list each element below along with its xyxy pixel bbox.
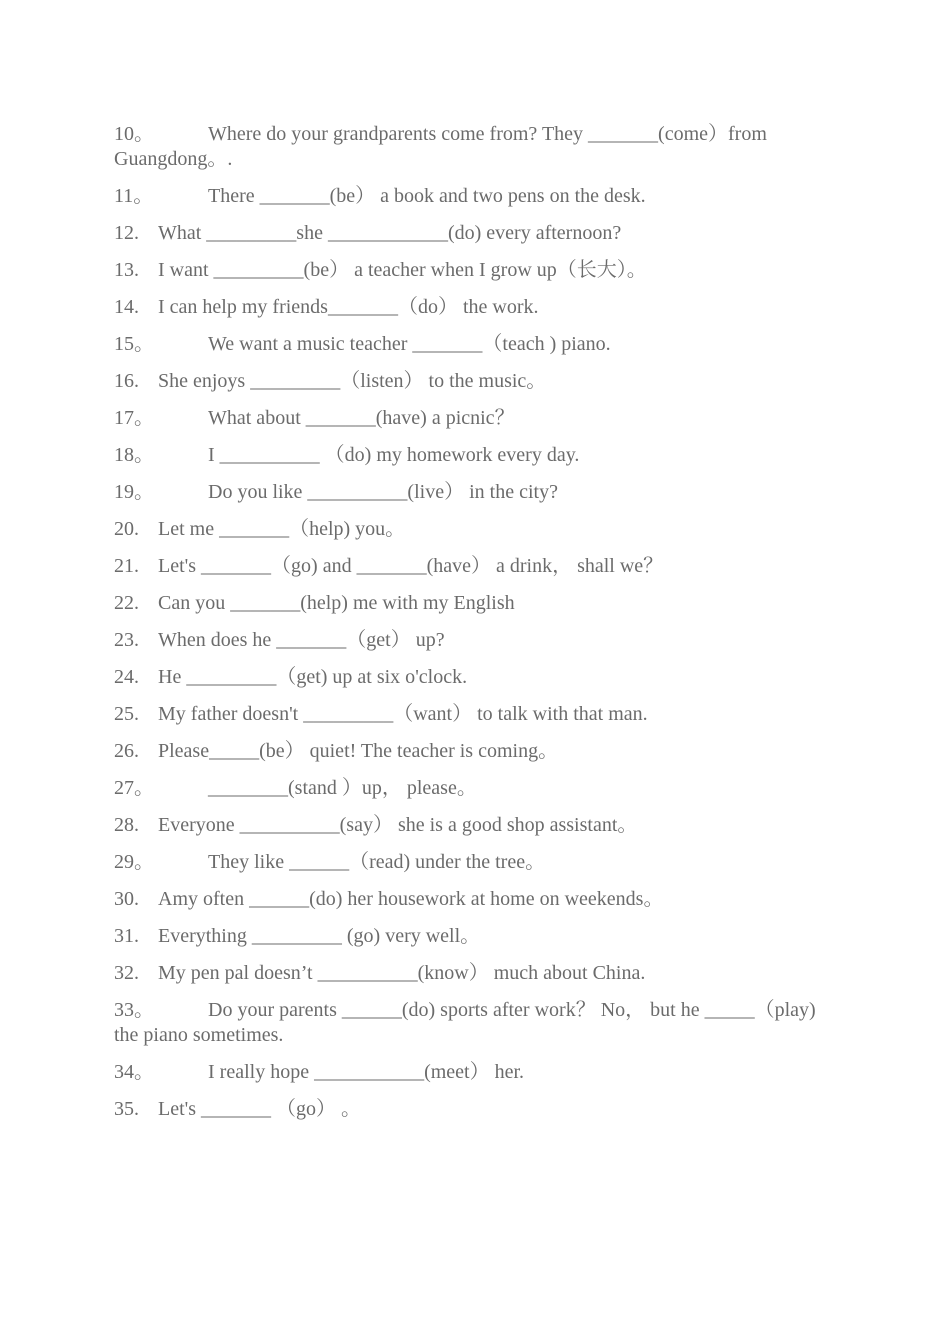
- question-number: 27。: [114, 777, 154, 799]
- question-item: [114, 406, 834, 431]
- question-number: 28.: [114, 814, 139, 836]
- question-text: She enjoys _________（listen） to the music。: [158, 370, 547, 392]
- question-item: [114, 628, 834, 653]
- question-text: Do your parents ______(do) sports after work？ No， but he _____（play) the piano sometimes.: [114, 999, 816, 1046]
- question-item: [114, 554, 834, 579]
- question-text: There _______(be） a book and two pens on the desk.: [208, 185, 646, 207]
- question-text: Let's _______（go) and _______(have） a drink， shall we？: [158, 555, 664, 577]
- question-number: 25.: [114, 703, 139, 725]
- question-item: [114, 924, 834, 949]
- question-item: [114, 1060, 834, 1085]
- question-number: 30.: [114, 888, 139, 910]
- question-item: [114, 702, 834, 727]
- question-number: 31.: [114, 925, 139, 947]
- question-item: [114, 887, 834, 912]
- question-item: [114, 665, 834, 690]
- question-text: Everything _________ (go) very well。: [158, 925, 481, 947]
- question-text: Let's _______ （go） 。: [158, 1098, 362, 1120]
- question-number: 14.: [114, 296, 139, 318]
- question-item: [114, 961, 834, 986]
- question-text: My pen pal doesn’t __________(know） much about China.: [158, 962, 646, 984]
- question-number: 33。: [114, 999, 154, 1021]
- question-number: 18。: [114, 444, 154, 466]
- question-item: [114, 813, 834, 838]
- question-number: 34。: [114, 1061, 154, 1083]
- question-number: 20.: [114, 518, 139, 540]
- question-item: [114, 295, 834, 320]
- question-number: 19。: [114, 481, 154, 503]
- question-number: 26.: [114, 740, 139, 762]
- question-item: [114, 332, 834, 357]
- question-text: Please_____(be） quiet! The teacher is coming。: [158, 740, 559, 762]
- question-number: 22.: [114, 592, 139, 614]
- question-text: ________(stand ）up， please。: [208, 777, 477, 799]
- question-item: [114, 221, 834, 246]
- question-number: 10。: [114, 123, 154, 145]
- question-text: When does he _______（get） up?: [158, 629, 445, 651]
- question-item: [114, 258, 834, 283]
- question-item: [114, 517, 834, 542]
- question-number: 35.: [114, 1098, 139, 1120]
- question-item: [114, 591, 834, 616]
- question-text: What about _______(have) a picnic？: [208, 407, 515, 429]
- question-item: [114, 998, 834, 1048]
- question-list: [114, 122, 834, 1134]
- question-item: [114, 184, 834, 209]
- question-item: [114, 1097, 834, 1122]
- question-text: Can you _______(help) me with my English: [158, 592, 515, 614]
- question-number: 24.: [114, 666, 139, 688]
- question-number: 32.: [114, 962, 139, 984]
- question-text: Do you like __________(live） in the city?: [208, 481, 558, 503]
- question-text: Where do your grandparents come from? They _______(come）from Guangdong。.: [114, 123, 767, 170]
- question-item: [114, 850, 834, 875]
- question-text: I __________ （do) my homework every day.: [208, 444, 580, 466]
- question-text: They like ______（read) under the tree。: [208, 851, 546, 873]
- question-number: 15。: [114, 333, 154, 355]
- question-text: I really hope ___________(meet） her.: [208, 1061, 525, 1083]
- question-number: 21.: [114, 555, 139, 577]
- question-item: [114, 443, 834, 468]
- question-text: He _________（get) up at six o'clock.: [158, 666, 468, 688]
- question-item: [114, 739, 834, 764]
- question-text: What _________she ____________(do) every afternoon?: [158, 222, 622, 244]
- question-item: [114, 122, 834, 172]
- question-number: 23.: [114, 629, 139, 651]
- question-item: [114, 776, 834, 801]
- question-text: My father doesn't _________（want） to talk with that man.: [158, 703, 648, 725]
- question-text: Everyone __________(say） she is a good shop assistant。: [158, 814, 638, 836]
- question-text: I can help my friends_______（do） the work.: [158, 296, 539, 318]
- question-text: I want _________(be） a teacher when I grow up（长大）。: [158, 259, 647, 281]
- question-number: 12.: [114, 222, 139, 244]
- question-text: We want a music teacher _______（teach ) piano.: [208, 333, 611, 355]
- question-number: 16.: [114, 370, 139, 392]
- question-text: Let me _______（help) you。: [158, 518, 406, 540]
- question-text: Amy often ______(do) her housework at home on weekends。: [158, 888, 664, 910]
- question-number: 17。: [114, 407, 154, 429]
- question-number: 13.: [114, 259, 139, 281]
- question-number: 29。: [114, 851, 154, 873]
- question-item: [114, 480, 834, 505]
- question-number: 11。: [114, 185, 154, 207]
- question-item: [114, 369, 834, 394]
